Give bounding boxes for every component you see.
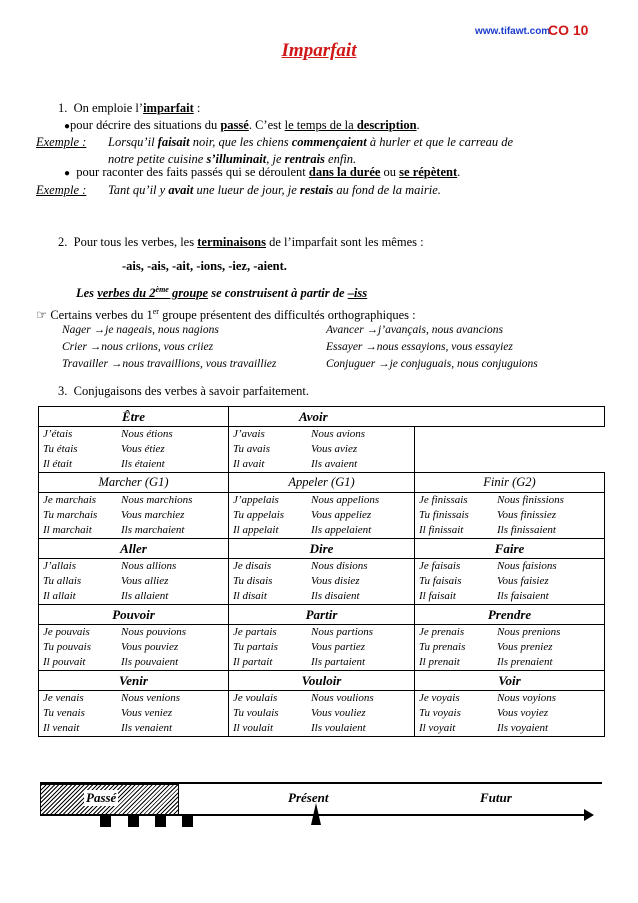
conjugation-line: [233, 640, 410, 655]
plural-form: Ils prenaient: [497, 656, 553, 668]
plural-form: Nous pouvions: [121, 626, 187, 638]
singular-form: Tu marchais: [43, 509, 98, 521]
conjugation-line: [43, 559, 224, 574]
conjugation-line: [419, 493, 600, 508]
timeline-tick: [100, 815, 111, 827]
singular-form: Il voyait: [419, 722, 456, 734]
example-essayer: Essayer →nous essayions, vous essayiez: [326, 341, 513, 353]
verb-forms-faire: [415, 559, 605, 605]
conjugation-line: [43, 706, 224, 721]
plural-form: Vous finissiez: [497, 509, 556, 521]
bullet-duration: ● pour raconter des faits passés qui se déroulent dans la durée ou se répètent.: [64, 165, 461, 179]
verb-head-etre: Être: [39, 407, 229, 427]
singular-form: Il avait: [233, 458, 265, 470]
conjugation-line: [233, 706, 410, 721]
verb-head-faire: Faire: [415, 539, 605, 559]
singular-form: Je marchais: [43, 494, 97, 506]
verb-forms-finir: [415, 493, 605, 539]
plural-form: Vous appeliez: [311, 509, 372, 521]
plural-form: Ils faisaient: [497, 590, 549, 602]
plural-form: Vous vouliez: [311, 707, 366, 719]
verb-forms-vouloir: [229, 691, 415, 737]
conjugation-line: [419, 574, 600, 589]
singular-form: Je pouvais: [43, 626, 90, 638]
plural-form: Nous appelions: [311, 494, 380, 506]
section2-intro: 2. Pour tous les verbes, les terminaisons de l’imparfait sont les mêmes :: [58, 235, 424, 249]
conjugation-line: [233, 523, 410, 538]
singular-form: Il pouvait: [43, 656, 86, 668]
singular-form: Je partais: [233, 626, 277, 638]
conjugation-line: [233, 493, 410, 508]
singular-form: Tu voyais: [419, 707, 461, 719]
bullet-icon: ●: [64, 168, 71, 179]
singular-form: Tu étais: [43, 443, 78, 455]
empty-cell: [415, 427, 605, 473]
verb-head-dire: Dire: [229, 539, 415, 559]
plural-form: Ils étaient: [121, 458, 165, 470]
example-1-line-1: Lorsqu’il faisait noir, que les chiens commençaient à hurler et que le carreau de: [108, 135, 514, 149]
conjugation-line: [233, 625, 410, 640]
conjugation-line: [43, 640, 224, 655]
conjugation-line: [233, 589, 410, 604]
plural-form: Vous aviez: [311, 443, 358, 455]
conjugation-line: [419, 655, 600, 670]
verb-forms-prendre: [415, 625, 605, 671]
conjugation-line: [233, 457, 410, 472]
singular-form: Je disais: [233, 560, 272, 572]
singular-form: Tu pouvais: [43, 641, 91, 653]
conjugation-line: [43, 427, 224, 442]
plural-form: Vous alliez: [121, 575, 169, 587]
verb-head-voir: Voir: [415, 671, 605, 691]
pointing-hand-icon: ☞: [36, 308, 48, 323]
verb-head-finir: Finir (G2): [415, 473, 605, 493]
plural-form: Ils voulaient: [311, 722, 366, 734]
singular-form: Tu partais: [233, 641, 278, 653]
plural-form: Ils disaient: [311, 590, 360, 602]
verb-head-marcher: Marcher (G1): [39, 473, 229, 493]
conjugation-line: [233, 508, 410, 523]
difficulties-intro: ☞ Certains verbes du 1er groupe présentent des difficultés orthographiques :: [36, 307, 416, 323]
verb-forms-aller: [39, 559, 229, 605]
conjugation-line: [419, 625, 600, 640]
conjugation-line: [43, 457, 224, 472]
example-1-line-2: notre petite cuisine s’illuminait, je rentrais enfin.: [108, 152, 357, 166]
timeline-past: Passé: [86, 790, 117, 805]
verb-forms-marcher: [39, 493, 229, 539]
singular-form: Je faisais: [419, 560, 461, 572]
singular-form: Tu finissais: [419, 509, 469, 521]
example-nager: Nager →je nageais, nous nagions: [62, 324, 219, 336]
singular-form: Je voulais: [233, 692, 278, 704]
singular-form: Tu prenais: [419, 641, 466, 653]
singular-form: Je prenais: [419, 626, 465, 638]
singular-form: Il prenait: [419, 656, 460, 668]
singular-form: J’allais: [43, 560, 76, 572]
singular-form: Il venait: [43, 722, 80, 734]
conjugation-line: [233, 574, 410, 589]
verb-head-prendre: Prendre: [415, 605, 605, 625]
singular-form: Tu avais: [233, 443, 270, 455]
plural-form: Nous voyions: [497, 692, 556, 704]
plural-form: Vous marchiez: [121, 509, 185, 521]
singular-form: Il finissait: [419, 524, 464, 536]
plural-form: Vous preniez: [497, 641, 553, 653]
verb-head-pouvoir: Pouvoir: [39, 605, 229, 625]
singular-form: Il disait: [233, 590, 267, 602]
verb-head-partir: Partir: [229, 605, 415, 625]
example-travailler: Travailler →nous travaillions, vous travailliez: [62, 358, 277, 370]
plural-form: Vous faisiez: [497, 575, 549, 587]
plural-form: Vous veniez: [121, 707, 173, 719]
site-url[interactable]: www.tifawt.com: [475, 26, 551, 37]
verb-forms-venir: [39, 691, 229, 737]
singular-form: Je voyais: [419, 692, 460, 704]
plural-form: Vous partiez: [311, 641, 366, 653]
verb-forms-pouvoir: [39, 625, 229, 671]
plural-form: Ils finissaient: [497, 524, 556, 536]
plural-form: Vous voyiez: [497, 707, 549, 719]
singular-form: Je venais: [43, 692, 84, 704]
conjugation-line: [43, 442, 224, 457]
conjugation-line: [233, 559, 410, 574]
conjugation-line: [419, 706, 600, 721]
plural-form: Nous faisions: [497, 560, 557, 572]
verb-forms-avoir: [229, 427, 415, 473]
plural-form: Nous disions: [311, 560, 368, 572]
verb-head-appeler: Appeler (G1): [229, 473, 415, 493]
singular-form: Il faisait: [419, 590, 456, 602]
conjugation-line: [233, 721, 410, 736]
singular-form: Tu faisais: [419, 575, 462, 587]
conjugation-line: [419, 640, 600, 655]
plural-form: Nous finissions: [497, 494, 564, 506]
singular-form: Je finissais: [419, 494, 468, 506]
bullet-icon: ●: [64, 121, 71, 132]
plural-form: Ils allaient: [121, 590, 169, 602]
example-2: Tant qu’il y avait une lueur de jour, je restais au fond de la mairie.: [108, 183, 441, 197]
singular-form: Tu appelais: [233, 509, 285, 521]
singular-form: J’étais: [43, 428, 73, 440]
conjugation-line: [419, 508, 600, 523]
conjugation-line: [233, 691, 410, 706]
timeline-future: Futur: [480, 790, 512, 805]
conjugation-line: [43, 574, 224, 589]
conjugation-line: [419, 523, 600, 538]
verb-head-avoir: Avoir: [229, 407, 605, 427]
timeline-present: Présent: [288, 790, 329, 805]
conjugation-table: [38, 406, 605, 737]
singular-form: Tu voulais: [233, 707, 279, 719]
document-code: CO 10: [548, 22, 589, 38]
singular-form: Il allait: [43, 590, 76, 602]
plural-form: Nous venions: [121, 692, 180, 704]
conjugation-line: [419, 559, 600, 574]
conjugation-line: [233, 655, 410, 670]
conjugation-line: [43, 493, 224, 508]
plural-form: Ils appelaient: [311, 524, 372, 536]
example-avancer: Avancer →j’avançais, nous avancions: [326, 324, 503, 336]
singular-form: Tu allais: [43, 575, 82, 587]
g2-rule: Les verbes du 2ème groupe se construisent à partir de –iss: [76, 285, 368, 301]
conjugation-line: [43, 523, 224, 538]
present-marker-icon: [311, 803, 321, 825]
conjugation-line: [43, 721, 224, 736]
plural-form: Nous partions: [311, 626, 374, 638]
plural-form: Nous voulions: [311, 692, 374, 704]
singular-form: Il voulait: [233, 722, 274, 734]
singular-form: J’appelais: [233, 494, 279, 506]
plural-form: Ils avaient: [311, 458, 358, 470]
page-title: Imparfait: [281, 40, 357, 61]
plural-form: Ils marchaient: [121, 524, 185, 536]
verb-forms-dire: [229, 559, 415, 605]
verb-forms-voir: [415, 691, 605, 737]
section3-intro: 3. Conjugaisons des verbes à savoir parfaitement.: [58, 384, 309, 398]
singular-form: J’avais: [233, 428, 265, 440]
section1-intro: 1. On emploie l’imparfait :: [58, 101, 201, 115]
plural-form: Ils partaient: [311, 656, 366, 668]
timeline-arrow-icon: [584, 809, 594, 821]
plural-form: Nous étions: [121, 428, 173, 440]
conjugation-line: [233, 427, 410, 442]
timeline-tick: [182, 815, 193, 827]
conjugation-line: [43, 508, 224, 523]
singular-form: Tu disais: [233, 575, 273, 587]
timeline-tick: [155, 815, 166, 827]
verb-forms-partir: [229, 625, 415, 671]
singular-form: Il appelait: [233, 524, 279, 536]
plural-form: Vous pouviez: [121, 641, 179, 653]
plural-form: Vous étiez: [121, 443, 165, 455]
conjugation-line: [43, 691, 224, 706]
plural-form: Nous marchions: [121, 494, 193, 506]
verb-forms-appeler: [229, 493, 415, 539]
plural-form: Ils voyaient: [497, 722, 549, 734]
conjugation-line: [419, 691, 600, 706]
verb-forms-etre: [39, 427, 229, 473]
conjugation-line: [43, 625, 224, 640]
conjugation-line: [233, 442, 410, 457]
verb-head-aller: Aller: [39, 539, 229, 559]
conjugation-line: [419, 721, 600, 736]
difficulties-right: [326, 322, 538, 373]
plural-form: Nous avions: [311, 428, 366, 440]
singular-form: Tu venais: [43, 707, 85, 719]
singular-form: Il partait: [233, 656, 273, 668]
verb-head-vouloir: Vouloir: [229, 671, 415, 691]
conjugation-line: [43, 589, 224, 604]
bullet-description: ●pour décrire des situations du passé. C’est le temps de la description.: [64, 118, 420, 132]
timeline-tick: [128, 815, 139, 827]
example-label-1: Exemple :: [36, 135, 87, 149]
example-crier: Crier →nous criions, vous criiez: [62, 341, 214, 353]
conjugation-line: [43, 655, 224, 670]
plural-form: Vous disiez: [311, 575, 360, 587]
difficulties-left: [62, 322, 276, 373]
verb-head-venir: Venir: [39, 671, 229, 691]
singular-form: Il était: [43, 458, 73, 470]
singular-form: Il marchait: [43, 524, 92, 536]
plural-form: Ils pouvaient: [121, 656, 179, 668]
endings: -ais, -ais, -ait, -ions, -iez, -aient.: [122, 259, 287, 273]
plural-form: Nous prenions: [497, 626, 561, 638]
conjugation-line: [419, 589, 600, 604]
plural-form: Nous allions: [121, 560, 177, 572]
plural-form: Ils venaient: [121, 722, 173, 734]
example-label-2: Exemple :: [36, 183, 87, 197]
example-conjuguer: Conjuguer →je conjuguais, nous conjuguions: [326, 358, 538, 370]
